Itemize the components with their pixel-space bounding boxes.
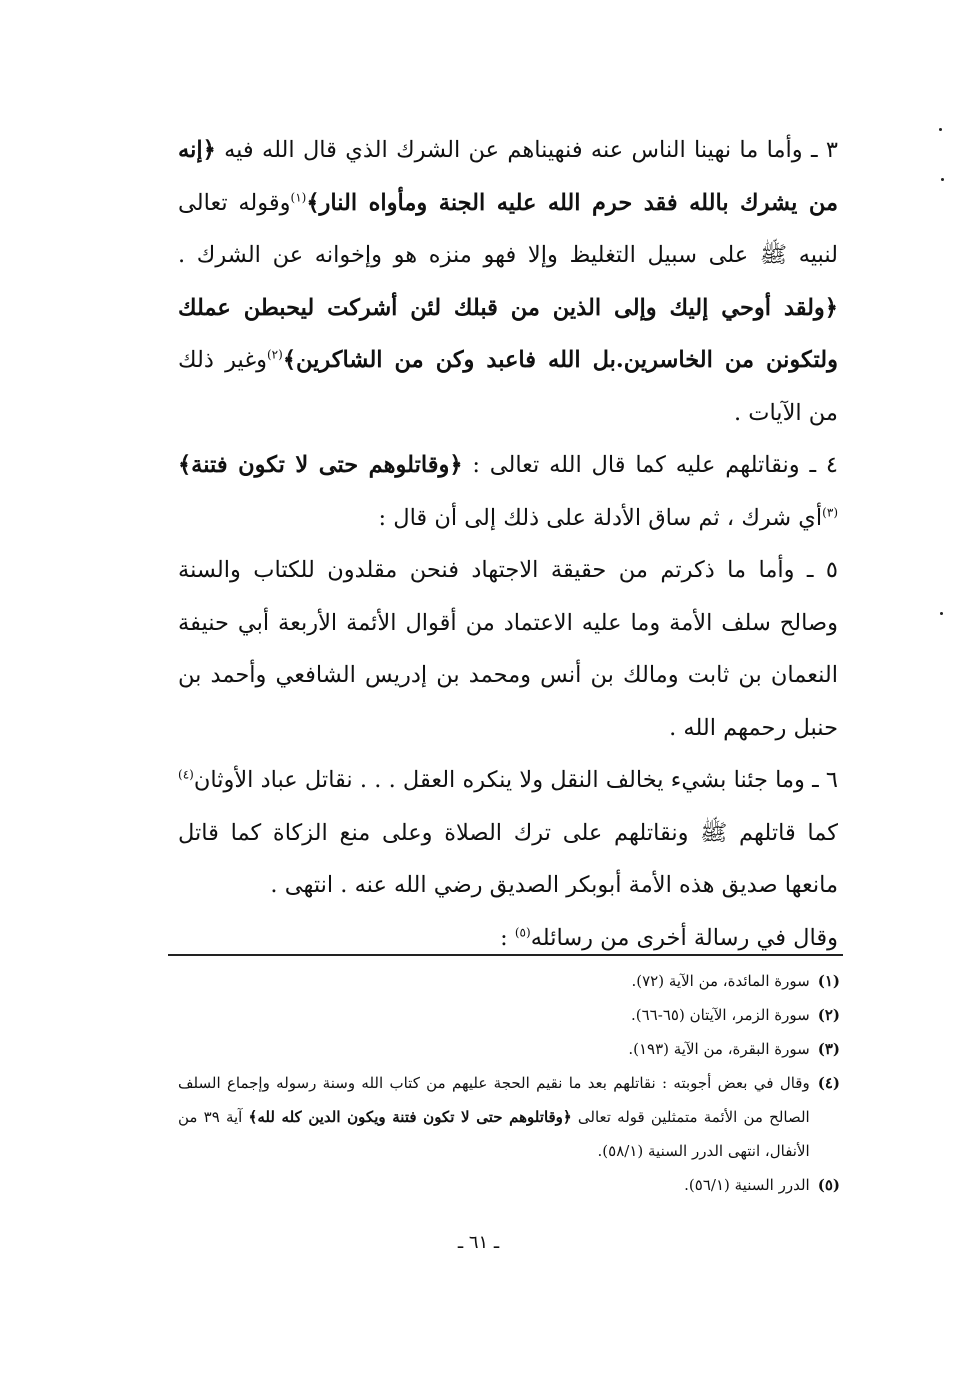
footnote-text-end: آية ٣٩ من الأنفال، انتهى الدرر السنية (٥٨/١).	[178, 1108, 810, 1160]
quran-quote: ﴿وقاتلوهم حتى لا تكون فتنة ويكون الدين كله لله﴾	[248, 1108, 572, 1126]
footnote-text: سورة البقرة، من الآية (١٩٣).	[628, 1040, 810, 1058]
paragraph-5	[178, 544, 838, 754]
footnote-ref[interactable]: (١)	[290, 190, 307, 204]
quran-quote: ﴿ولقد أوحي إليك وإلى الذين من قبلك لئن أشركت ليحبطن عملك ولتكونن من الخاسرين.بل الله فاعبد وكن من الشاكرين﴾	[178, 294, 838, 373]
paragraph-3-middle: وقوله تعالى لنبيه ﷺ على سبيل التغليظ وإلا فهو منزه هو وإخوانه عن الشرك .	[178, 189, 838, 268]
footnote-item	[178, 1168, 840, 1202]
footnote-ref[interactable]: (٤)	[178, 767, 194, 782]
footnote-divider	[168, 954, 843, 956]
footnote-text: سورة المائدة، من الآية (٧٢).	[631, 972, 810, 990]
paragraph-4-end: أي شرك ، ثم ساق الأدلة على ذلك إلى أن قال :	[378, 504, 823, 531]
footnote-number: (٣)	[817, 1040, 840, 1058]
paragraph-3	[178, 124, 838, 439]
paragraph-7-end: :	[500, 924, 515, 951]
paragraph-6-end: كما قاتلهم ﷺ ونقاتلهم على ترك الصلاة وعلى منع الزكاة كما قاتل مانعها صديق هذه الأمة أبوبكر الصديق رضي الله عنه . انتهى .	[178, 819, 838, 898]
scan-speck	[940, 612, 943, 615]
footnote-item	[178, 1066, 840, 1168]
paragraph-5-text: ٥ ـ وأما ما ذكرتم من حقيقة الاجتهاد فنحن مقلدون للكتاب والسنة وصالح سلف الأمة وما عليه الاعتماد من أقوال الأئمة الأربعة أبي حنيفة النعمان بن ثابت ومالك بن أنس ومحمد بن إدريس الشافعي وأحمد بن حنبل رحمهم الله .	[178, 557, 838, 741]
footnote-text	[178, 1066, 810, 1168]
footnote-ref[interactable]: (٢)	[266, 347, 283, 362]
footnote-item	[178, 964, 840, 998]
main-text	[178, 124, 838, 964]
paragraph-7-text: وقال في رسالة أخرى من رسائله	[530, 924, 838, 951]
footnote-item	[178, 1032, 840, 1066]
paragraph-7	[178, 912, 838, 965]
scan-speck	[941, 178, 944, 181]
footnote-number: (٢)	[817, 1006, 840, 1024]
paragraph-6-intro: ٦ ـ وما جئنا بشيء يخالف النقل ولا ينكره العقل . . . نقاتل عباد الأوثان	[193, 767, 838, 793]
footnote-text: سورة الزمر، الآيتان (٦٥-٦٦).	[631, 1006, 810, 1024]
footnote-ref[interactable]: (٥)	[514, 925, 531, 939]
footnote-number: (٤)	[817, 1074, 840, 1092]
paragraph-6	[178, 754, 838, 912]
paragraph-4-intro: ٤ ـ ونقاتلهم عليه كما قال الله تعالى :	[462, 452, 838, 478]
footnote-ref[interactable]: (٣)	[822, 505, 838, 519]
scan-speck	[939, 128, 942, 131]
quran-quote: ﴿وقاتلوهم حتى لا تكون فتنة﴾	[178, 452, 463, 478]
footnote-text: الدرر السنية (٥٦/١).	[684, 1176, 810, 1194]
footnote-number: (١)	[817, 972, 840, 990]
paragraph-3-intro: ٣ ـ وأما ما نهينا الناس عنه فنهيناهم عن الشرك الذي قال الله فيه	[215, 137, 838, 163]
quran-quote: ﴿إنه من يشرك بالله فقد حرم الله عليه الجنة ومأواه النار﴾	[178, 137, 838, 216]
footnote-item	[178, 998, 840, 1032]
footnotes	[178, 964, 840, 1202]
paragraph-3-end: وغير ذلك من الآيات .	[178, 347, 838, 426]
footnote-number: (٥)	[817, 1176, 840, 1194]
footnote-text-start: وقال في بعض أجوبته : نقاتلهم بعد ما نقيم الحجة عليهم من كتاب الله وسنة رسوله وإجماع السلف الصالح من الأئمة متمثلين قوله تعالى	[178, 1074, 810, 1126]
page-number: ـ ٦١ ـ	[457, 1232, 500, 1253]
paragraph-4	[178, 439, 838, 544]
